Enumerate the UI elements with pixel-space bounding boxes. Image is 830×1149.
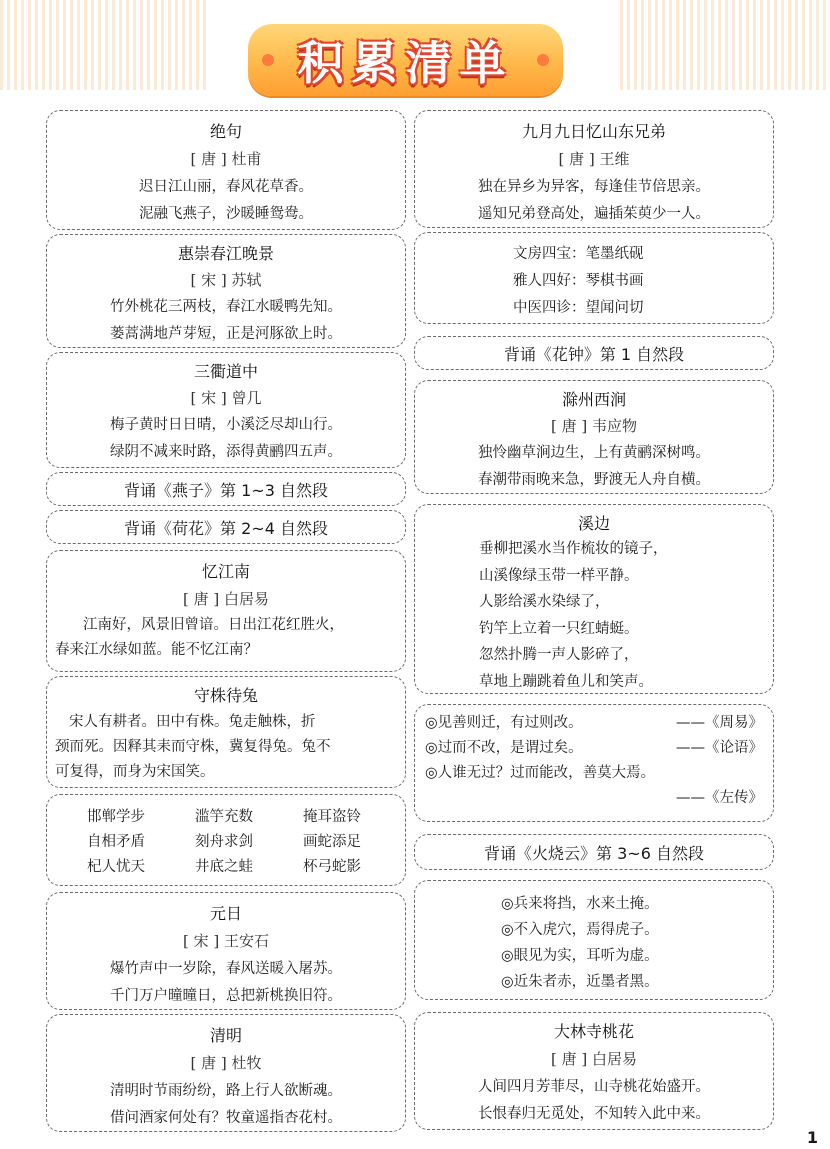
poem-card-dalinsi xyxy=(414,1012,774,1130)
terms-card xyxy=(414,232,774,324)
poem-author: [ 唐 ] 白居易 xyxy=(550,1050,637,1068)
poem-line: 借问酒家何处有？牧童遥指杏花村。 xyxy=(110,1110,342,1126)
idioms-grid xyxy=(87,805,405,876)
quote-source: ——《论语》 xyxy=(676,740,763,756)
banner-dot-icon xyxy=(537,54,549,66)
recite-card-huoshaoyun xyxy=(414,834,774,870)
poem-line: 遥知兄弟登高处，遍插茱萸少一人。 xyxy=(478,206,710,222)
quote-text: ◎过而不改，是谓过矣。 xyxy=(425,740,583,756)
poem-author: [ 唐 ] 王维 xyxy=(558,150,630,168)
quotes-card xyxy=(414,704,774,822)
recite-label: 背诵《花钟》第 1 自然段 xyxy=(503,344,685,364)
page-number: 1 xyxy=(806,1128,818,1147)
poem-line: 钓竿上立着一只红蜻蜓。 xyxy=(479,620,639,637)
poem-line: 人间四月芳菲尽，山寺桃花始盛开。 xyxy=(478,1079,710,1095)
proverb-item: ◎近朱者赤，近墨者黑。 xyxy=(501,974,659,990)
quote-source: ——《周易》 xyxy=(676,715,763,731)
poem-line: 垂柳把溪水当作梳妆的镜子， xyxy=(479,541,668,557)
quotes-list xyxy=(415,711,773,811)
poem-title: 元日 xyxy=(209,904,242,923)
poem-card-chuzhou xyxy=(414,380,774,494)
quote-text: ◎人谁无过？过而能改，善莫大焉。 xyxy=(425,765,656,781)
poem-title: 滁州西涧 xyxy=(561,390,626,409)
story-card-shouzhudaitu xyxy=(46,676,406,788)
quote-row xyxy=(425,761,763,786)
title-banner xyxy=(248,24,563,96)
poem-card-jiuyuejiuri xyxy=(414,110,774,228)
decorative-stripes-right xyxy=(620,0,830,90)
poem-line: 泥融飞燕子，沙暖睡鸳鸯。 xyxy=(139,206,313,222)
poem-line: 山溪像绿玉带一样平静。 xyxy=(479,567,639,584)
poem-line: 独怜幽草涧边生，上有黄鹂深树鸣。 xyxy=(478,445,710,461)
story-text-line: 颈而死。因释其耒而守株，冀复得兔。兔不 xyxy=(55,739,331,755)
poem-line: 草地上蹦跳着鱼儿和笑声。 xyxy=(479,673,653,690)
story-title: 守株待兔 xyxy=(193,686,258,705)
poem-line: 绿阴不减来时路，添得黄鹂四五声。 xyxy=(110,444,342,460)
poem-card-xibian xyxy=(414,504,774,694)
story-text-line: 宋人有耕者。田中有株。兔走触株，折 xyxy=(69,714,316,730)
poem-line: 蒌蒿满地芦芽短，正是河豚欲上时。 xyxy=(110,326,342,342)
poem-line: 春潮带雨晚来急，野渡无人舟自横。 xyxy=(478,472,710,488)
poem-card-qingming xyxy=(46,1014,406,1132)
recite-card-huazhong xyxy=(414,336,774,370)
quote-source: ——《左传》 xyxy=(676,790,763,806)
poem-title: 绝句 xyxy=(209,122,242,141)
proverb-item: ◎兵来将挡，水来土掩。 xyxy=(501,896,659,912)
quote-row xyxy=(425,736,763,761)
poem-title: 三衢道中 xyxy=(193,362,258,381)
idioms-card xyxy=(46,794,406,886)
poem-line: 长恨春归无觅处，不知转入此中来。 xyxy=(478,1106,710,1122)
quote-row xyxy=(425,786,763,811)
term-item: 雅人四好：琴棋书画 xyxy=(513,273,644,289)
recite-label: 背诵《火烧云》第 3~6 自然段 xyxy=(484,843,704,863)
term-item: 中医四诊：望闻问切 xyxy=(513,300,644,316)
poem-line: 竹外桃花三两枝，春江水暖鸭先知。 xyxy=(110,299,342,315)
proverb-item: ◎眼见为实，耳听为虚。 xyxy=(501,948,659,964)
poem-author: [ 宋 ] 曾几 xyxy=(190,389,262,407)
story-text-line: 可复得，而身为宋国笑。 xyxy=(55,764,215,780)
poem-line: 忽然扑腾一声人影碎了， xyxy=(479,647,639,663)
recite-card-yanzi xyxy=(46,472,406,506)
poem-text-line: 江南好，风景旧曾谙。日出江花红胜火， xyxy=(83,617,344,633)
poem-line: 独在异乡为异客，每逢佳节倍思亲。 xyxy=(478,179,710,195)
idiom-item: 画蛇添足 xyxy=(303,834,361,850)
poem-line: 爆竹声中一岁除，春风送暖入屠苏。 xyxy=(110,961,342,977)
terms-list xyxy=(415,241,773,322)
idiom-item: 杯弓蛇影 xyxy=(303,859,361,875)
recite-label: 背诵《燕子》第 1~3 自然段 xyxy=(124,480,328,500)
quote-row xyxy=(425,711,763,736)
idiom-item: 刻舟求剑 xyxy=(195,834,253,850)
poem-line: 人影给溪水染绿了， xyxy=(479,594,610,610)
proverb-item: ◎不入虎穴，焉得虎子。 xyxy=(501,922,659,938)
idiom-item: 自相矛盾 xyxy=(87,834,145,850)
poem-lines xyxy=(415,536,773,695)
idiom-item: 井底之蛙 xyxy=(195,859,253,875)
idiom-item: 掩耳盗铃 xyxy=(303,809,361,825)
poem-line: 迟日江山丽，春风花草香。 xyxy=(139,179,313,195)
idiom-item: 邯郸学步 xyxy=(87,809,145,825)
poem-author: [ 唐 ] 杜甫 xyxy=(190,150,262,168)
poem-title: 清明 xyxy=(209,1026,242,1045)
poem-text-line: 春来江水绿如蓝。能不忆江南？ xyxy=(55,642,258,658)
poem-title: 九月九日忆山东兄弟 xyxy=(521,122,666,141)
poem-card-yijiangnan xyxy=(46,550,406,672)
banner-dot-icon xyxy=(262,54,274,66)
idiom-item: 杞人忧天 xyxy=(87,859,145,875)
poem-card-yuanri xyxy=(46,892,406,1010)
idiom-item: 滥竽充数 xyxy=(195,809,253,825)
poem-title: 惠崇春江晚景 xyxy=(177,244,274,263)
poem-author: [ 唐 ] 白居易 xyxy=(182,590,269,608)
poem-author: [ 唐 ] 杜牧 xyxy=(190,1054,262,1072)
decorative-stripes-left xyxy=(0,0,210,90)
page-title: 积累清单 xyxy=(297,36,514,90)
poem-card-sanqu xyxy=(46,352,406,468)
term-item: 文房四宝：笔墨纸砚 xyxy=(513,246,644,262)
poem-card-huichong xyxy=(46,234,406,348)
poem-title: 大林寺桃花 xyxy=(553,1022,634,1041)
poem-title: 溪边 xyxy=(577,514,610,533)
proverbs-list xyxy=(415,891,773,995)
poem-author: [ 宋 ] 王安石 xyxy=(182,932,269,950)
poem-line: 千门万户曈曈日，总把新桃换旧符。 xyxy=(110,988,342,1004)
poem-card-jueju xyxy=(46,110,406,230)
recite-card-hehua xyxy=(46,510,406,544)
poem-author: [ 唐 ] 韦应物 xyxy=(550,417,637,435)
quote-text: ◎见善则迁，有过则改。 xyxy=(425,715,583,731)
poem-line: 梅子黄时日日晴，小溪泛尽却山行。 xyxy=(110,417,342,433)
poem-line: 清明时节雨纷纷，路上行人欲断魂。 xyxy=(110,1083,342,1099)
poem-author: [ 宋 ] 苏轼 xyxy=(190,271,262,289)
proverbs-card xyxy=(414,880,774,1000)
poem-title: 忆江南 xyxy=(201,562,250,581)
recite-label: 背诵《荷花》第 2~4 自然段 xyxy=(124,518,328,538)
